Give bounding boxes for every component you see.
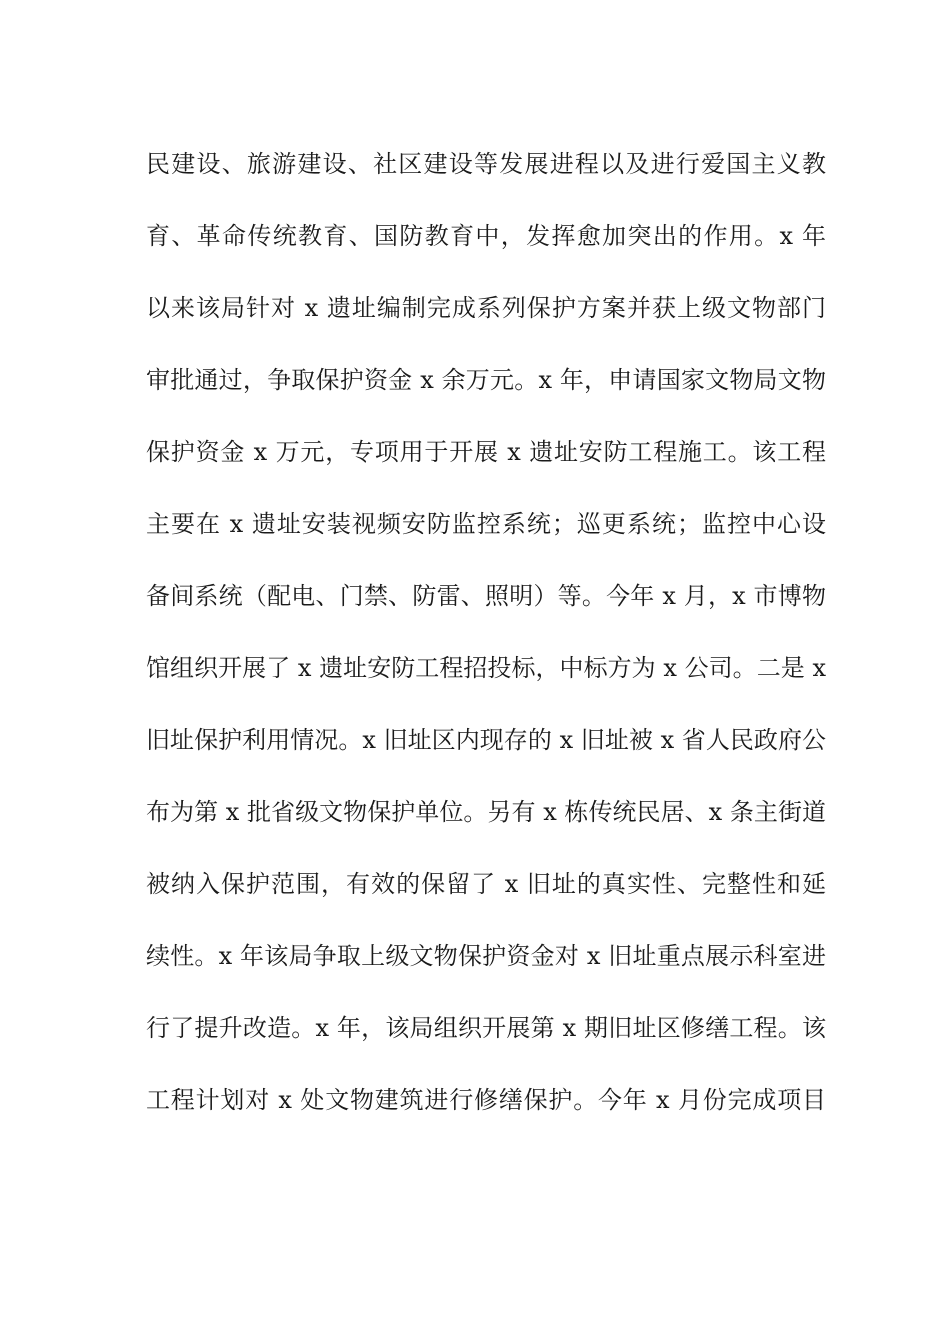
text-line: 旧址保护利用情况。x 旧址区内现存的 x 旧址被 x 省人民政府公	[146, 726, 826, 754]
text-line: 民建设、旅游建设、社区建设等发展进程以及进行爱国主义教	[146, 150, 826, 178]
text-line: 续性。x 年该局争取上级文物保护资金对 x 旧址重点展示科室进	[146, 942, 826, 970]
text-line: 主要在 x 遗址安装视频安防监控系统；巡更系统；监控中心设	[146, 510, 826, 538]
text-line: 育、革命传统教育、国防教育中，发挥愈加突出的作用。x 年	[146, 222, 826, 250]
text-line: 工程计划对 x 处文物建筑进行修缮保护。今年 x 月份完成项目	[146, 1086, 826, 1114]
text-line: 备间系统（配电、门禁、防雷、照明）等。今年 x 月，x 市博物	[146, 582, 826, 610]
body-text	[146, 140, 826, 1148]
text-line: 被纳入保护范围，有效的保留了 x 旧址的真实性、完整性和延	[146, 870, 826, 898]
text-line: 馆组织开展了 x 遗址安防工程招投标，中标方为 x 公司。二是 x	[146, 654, 826, 682]
text-line: 行了提升改造。x 年，该局组织开展第 x 期旧址区修缮工程。该	[146, 1014, 826, 1042]
text-line: 审批通过，争取保护资金 x 余万元。x 年，申请国家文物局文物	[146, 366, 826, 394]
text-line: 布为第 x 批省级文物保护单位。另有 x 栋传统民居、x 条主街道	[146, 798, 826, 826]
text-line: 保护资金 x 万元，专项用于开展 x 遗址安防工程施工。该工程	[146, 438, 826, 466]
text-line: 以来该局针对 x 遗址编制完成系列保护方案并获上级文物部门	[146, 294, 826, 322]
